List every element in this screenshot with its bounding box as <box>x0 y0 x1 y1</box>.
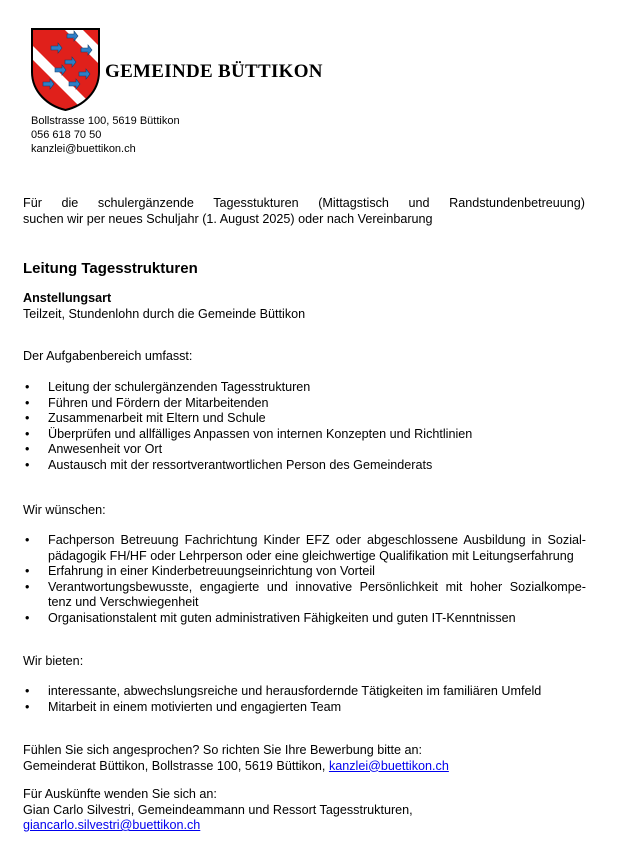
list-item: • Mitarbeit in einem motivierten und engagierten Team <box>25 699 342 714</box>
intro-paragraph <box>23 196 585 227</box>
inquiries-section <box>23 787 413 834</box>
contact-block <box>31 114 180 156</box>
wishes-list <box>23 533 586 626</box>
offers-list <box>23 684 586 715</box>
list-item: • Verantwortungsbewusste, engagierte und innovative Persönlichkeit mit hoher Sozialkompe- tenz und Verschwiegenheit <box>25 579 586 609</box>
list-item: • Zusammenarbeit mit Eltern und Schule <box>25 411 266 425</box>
application-line-1: Fühlen Sie sich angesprochen? So richten Sie Ihre Bewerbung bitte an: <box>23 743 423 757</box>
list-item: • Austausch mit der ressortverantwortlichen Person des Gemeinderats <box>25 457 433 472</box>
tasks-heading: Der Aufgabenbereich umfasst: <box>23 349 193 363</box>
email-line: kanzlei@buettikon.ch <box>31 143 136 155</box>
offers-heading: Wir bieten: <box>23 654 84 668</box>
application-email-link[interactable]: kanzlei@buettikon.ch <box>328 758 449 773</box>
list-item: • Fachperson Betreuung Fachrichtung Kinder EFZ oder abgeschlossene Ausbildung in Sozial- pädagogik FH/HF oder Lehrperson oder eine gleichwertige Qualifikation mit Leitungserfahrung <box>25 533 586 563</box>
inquiries-line-2: Gian Carlo Silvestri, Gemeindeammann und Ressort Tagesstrukturen, <box>23 802 413 817</box>
employment-heading: Anstellungsart <box>23 291 112 305</box>
intro-line-1: Für die schulergänzende Tagesstukturen (Mittagstisch und Randstundenbetreuung) <box>23 196 585 210</box>
wishes-heading: Wir wünschen: <box>23 503 106 517</box>
contact-email-link[interactable]: giancarlo.silvestri@buettikon.ch <box>23 818 201 832</box>
inquiries-line-1: Für Auskünfte wenden Sie sich an: <box>23 787 217 801</box>
list-item: • interessante, abwechslungsreiche und herausfordernde Tätigkeiten im familiären Umfeld <box>25 684 542 698</box>
list-item: • Überprüfen und allfälliges Anpassen von internen Konzepten und Richtlinien <box>25 426 473 441</box>
list-item: • Leitung der schulergänzenden Tagesstrukturen <box>25 380 311 394</box>
list-item: • Organisationstalent mit guten administrativen Fähigkeiten und guten IT-Kenntnissen <box>25 610 516 625</box>
employment-text: Teilzeit, Stundenlohn durch die Gemeinde Büttikon <box>23 306 306 321</box>
list-item: • Erfahrung in einer Kinderbetreuungseinrichtung von Vorteil <box>25 564 375 578</box>
address-line: Bollstrasse 100, 5619 Büttikon <box>31 115 180 127</box>
phone-line: 056 618 70 50 <box>31 129 102 141</box>
tasks-list <box>23 380 586 473</box>
application-section <box>23 743 449 774</box>
job-title: Leitung Tagesstrukturen <box>23 260 198 277</box>
application-line-2: Gemeinderat Büttikon, Bollstrasse 100, 5619 Büttikon, kanzlei@buettikon.ch <box>23 758 449 773</box>
organization-name: GEMEINDE BÜTTIKON <box>105 61 323 82</box>
employment-section <box>23 291 305 322</box>
list-item: • Anwesenheit vor Ort <box>25 442 163 456</box>
list-item: • Führen und Fördern der Mitarbeitenden <box>25 395 269 410</box>
coat-of-arms-logo <box>29 26 102 112</box>
intro-line-2: suchen wir per neues Schuljahr (1. August 2025) oder nach Vereinbarung <box>23 211 433 226</box>
